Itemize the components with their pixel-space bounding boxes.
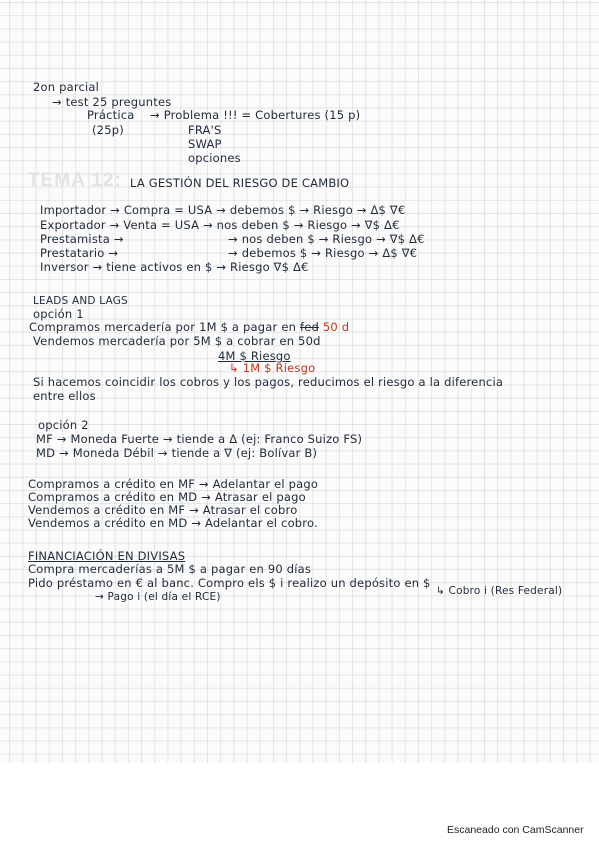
red-annotation: 50 d [322,320,350,334]
note-line: Importador → Compra = USA → debemos $ → Riesgo → Δ$ ∇€ [40,203,406,217]
note-line: Si hacemos coincidir los cobros y los pagos, reducimos el riesgo a la diferencia [33,375,504,389]
note-line: Exportador → Venta = USA → nos deben $ → Riesgo → ∇$ Δ€ [40,218,400,232]
note-line: opciones [188,151,241,165]
note-line: entre ellos [33,389,96,403]
note-line [29,320,349,334]
section-title: LA GESTIÓN DEL RIESGO DE CAMBIO [130,176,350,190]
note-line: → debemos $ → Riesgo → Δ$ ∇€ [228,246,418,260]
note-line: MF → Moneda Fuerte → tiende a Δ (ej: Franco Suizo FS) [36,432,363,446]
note-line: MD → Moneda Débil → tiende a ∇ (ej: Bolívar B) [36,446,318,460]
note-line: SWAP [188,137,222,151]
note-line: opción 2 [38,418,89,432]
section-heading: LEADS AND LAGS [33,295,128,307]
note-line: Inversor → tiene activos en $ → Riesgo ∇$ Δ€ [40,260,309,274]
note-line: opción 1 [33,307,84,321]
note-line: → Pago i (el día el RCE) [95,591,221,603]
note-text: Compramos mercadería por 1M $ a pagar en [29,320,297,334]
note-line: (25p) [92,123,124,137]
note-line: → nos deben $ → Riesgo → ∇$ Δ€ [228,232,425,246]
note-line: Pido préstamo en € al banc. Compro els $ i realizo un depósito en $ [28,576,431,590]
note-line: Compramos a crédito en MF → Adelantar el pago [28,477,319,491]
note-line: → test 25 preguntes [52,95,172,109]
note-line: 4M $ Riesgo [218,349,291,363]
note-line: → Problema !!! = Cobertures (15 p) [150,108,361,122]
note-line: Compra mercaderías a 5M $ a pagar en 90 días [28,562,312,576]
note-line: Vendemos a crédito en MF → Atrasar el cobro [28,503,298,517]
note-line: Vendemos a crédito en MD → Adelantar el cobro. [28,516,318,530]
note-line: Prestamista → [40,232,124,246]
note-line: ↳ Cobro i (Res Federal) [436,585,563,597]
note-line: 2on parcial [33,80,100,94]
red-annotation: ↳ 1M $ Riesgo [229,361,316,375]
note-line: FRA'S [188,123,222,137]
note-line: Compramos a crédito en MD → Atrasar el pago [28,490,306,504]
note-line: Práctica [87,108,135,122]
section-heading: FINANCIACIÓN EN DIVISAS [28,549,186,563]
scanner-watermark: Escaneado con CamScanner [447,824,584,836]
faint-section-title: TEMA 12: [28,170,122,191]
struck-text: fed [299,320,319,334]
note-line: Prestatario → [40,246,119,260]
note-line: Vendemos mercadería por 5M $ a cobrar en 50d [33,334,321,348]
